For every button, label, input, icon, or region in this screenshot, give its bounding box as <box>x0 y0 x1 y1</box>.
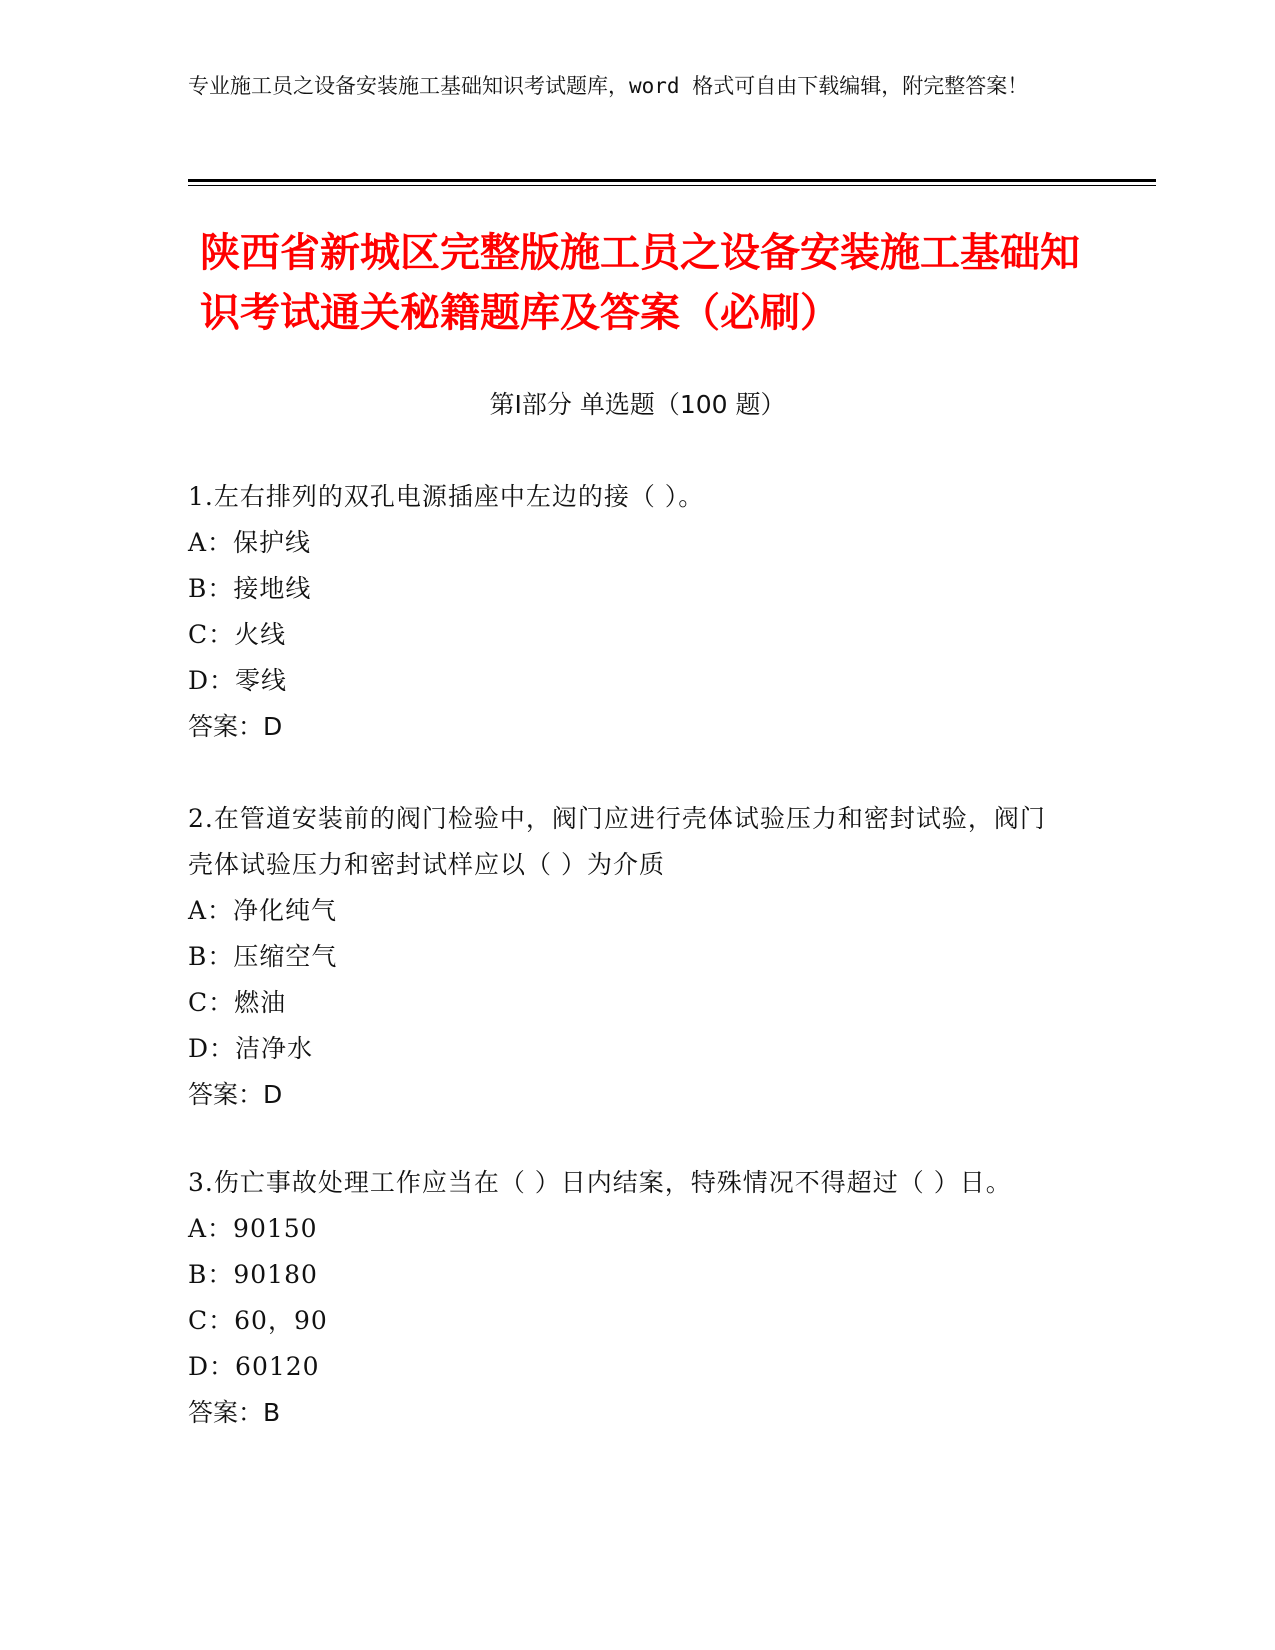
option-c: C：60，90 <box>188 1306 328 1335</box>
header-note: 专业施工员之设备安装施工基础知识考试题库，word 格式可自由下载编辑，附完整答案！ <box>188 74 1029 98</box>
header-divider-thin <box>188 185 1156 186</box>
option-c: C：燃油 <box>188 988 287 1017</box>
option-b: B：接地线 <box>188 574 312 603</box>
question-stem: 3.伤亡事故处理工作应当在（ ）日内结案，特殊情况不得超过（ ）日。 <box>188 1168 1012 1197</box>
option-d: D：60120 <box>188 1352 320 1381</box>
option-b: B：压缩空气 <box>188 942 338 971</box>
option-d: D：零线 <box>188 666 288 695</box>
question-block <box>188 474 1068 750</box>
option-d: D：洁净水 <box>188 1034 314 1063</box>
answer-line: 答案：D <box>188 712 283 741</box>
question-block <box>188 1160 1068 1436</box>
section-heading: 第Ⅰ部分 单选题（100 题） <box>489 390 786 419</box>
option-c: C：火线 <box>188 620 287 649</box>
question-stem: 2.在管道安装前的阀门检验中，阀门应进行壳体试验压力和密封试验，阀门壳体试验压力和密封试样应以（ ）为介质 <box>188 804 1046 879</box>
document-title: 陕西省新城区完整版施工员之设备安装施工基础知识考试通关秘籍题库及答案（必刷） <box>200 230 1080 336</box>
option-a: A：净化纯气 <box>188 896 338 925</box>
option-a: A：90150 <box>188 1214 318 1243</box>
answer-line: 答案：D <box>188 1080 283 1109</box>
option-b: B：90180 <box>188 1260 318 1289</box>
question-block <box>188 796 1068 1118</box>
option-a: A：保护线 <box>188 528 312 557</box>
header-divider-thick <box>188 179 1156 182</box>
answer-line: 答案：B <box>188 1398 281 1427</box>
question-stem: 1.左右排列的双孔电源插座中左边的接（ ）。 <box>188 482 705 511</box>
